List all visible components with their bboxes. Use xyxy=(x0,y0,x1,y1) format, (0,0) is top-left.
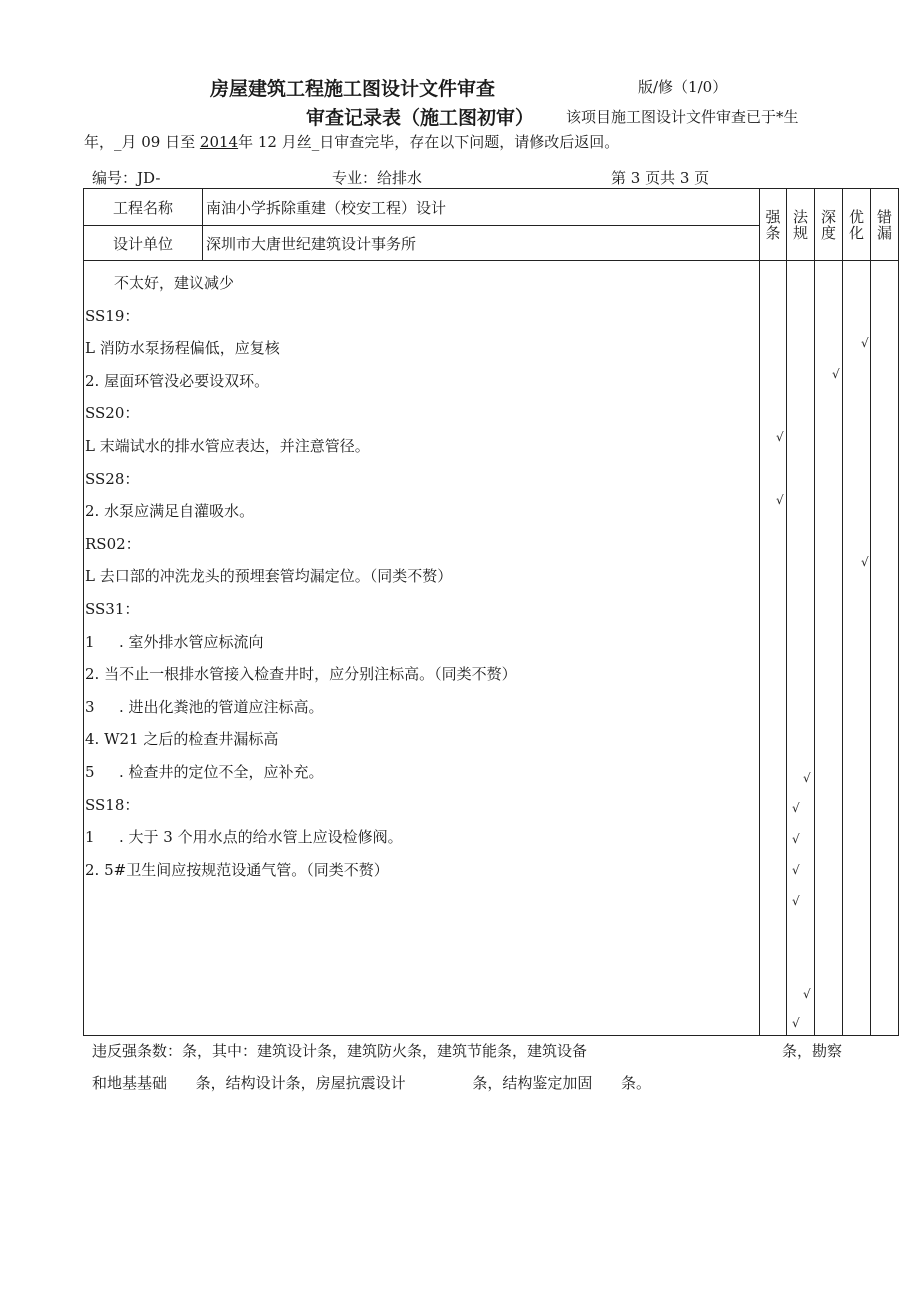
check-mark: √ xyxy=(861,555,869,569)
issue-line xyxy=(84,626,764,659)
review-intro-start: 该项目施工图设计文件审查已于*生 xyxy=(566,108,799,126)
optimization-column-cell xyxy=(843,261,871,1036)
project-name-label: 工程名称 xyxy=(84,189,203,226)
issue-text: L 末端试水的排水管应表达，并注意管径。 xyxy=(85,436,370,455)
issue-line xyxy=(84,332,764,365)
check-mark: √ xyxy=(792,894,800,908)
issue-text: 2. 水泵应满足自灌吸水。 xyxy=(85,502,255,521)
issue-text: 2. 屋面环管没必要设双环。 xyxy=(85,371,270,390)
issue-line xyxy=(84,397,764,430)
violation-summary-line2: 和地基基础 条，结构设计条，房屋抗震设计 条，结构鉴定加固 条。 xyxy=(92,1074,651,1092)
column-header-error: 错漏 xyxy=(871,189,899,261)
specialty: 专业：给排水 xyxy=(332,169,423,187)
issue-number: 1 xyxy=(85,828,95,847)
error-column-cell xyxy=(871,261,899,1036)
intro-date-prefix: 年，_月 09 日至 xyxy=(84,133,196,151)
check-mark: √ xyxy=(792,863,800,877)
issue-line xyxy=(84,756,764,789)
issue-text: L 去口部的冲洗龙头的预埋套管均漏定位。（同类不赘） xyxy=(85,567,453,586)
regulation-column-cell xyxy=(787,261,815,1036)
check-mark: √ xyxy=(792,832,800,846)
intro-year: 2014 xyxy=(199,133,239,151)
issue-line xyxy=(84,658,764,691)
issue-text: . 大于 3 个用水点的给水管上应设检修阀。 xyxy=(119,828,403,847)
project-name-value: 南油小学拆除重建（校安工程）设计 xyxy=(203,189,760,226)
issues-cell xyxy=(84,261,760,1036)
check-mark: √ xyxy=(776,430,784,444)
intro-date-suffix: 年 12 月丝_日审查完毕，存在以下问题，请修改后返回。 xyxy=(238,133,620,151)
check-mark: √ xyxy=(803,771,811,785)
issue-line xyxy=(84,593,764,626)
check-mark: √ xyxy=(792,801,800,815)
check-mark: √ xyxy=(776,493,784,507)
review-record-table xyxy=(83,188,899,1036)
column-header-regulation: 法规 xyxy=(787,189,815,261)
review-intro-dates xyxy=(84,131,619,152)
check-mark: √ xyxy=(832,367,840,381)
version-label: 版/修（1/0） xyxy=(638,78,728,96)
issue-text: SS20： xyxy=(85,404,140,423)
issue-line xyxy=(84,789,764,822)
issue-text: SS19： xyxy=(85,306,140,325)
issue-line xyxy=(84,691,764,724)
issue-line xyxy=(84,723,764,756)
issue-text: . 室外排水管应标流向 xyxy=(119,632,264,651)
issue-number: 3 xyxy=(85,697,95,716)
column-header-depth: 深度 xyxy=(815,189,843,261)
issue-text: 4. W21 之后的检查井漏标高 xyxy=(85,730,279,749)
document-title: 房屋建筑工程施工图设计文件审查 xyxy=(210,78,496,100)
issue-text: 2. 当不止一根排水管接入检查井时，应分别注标高。（同类不赘） xyxy=(85,665,517,684)
page-indicator: 第 3 页共 3 页 xyxy=(611,169,710,187)
issue-line xyxy=(84,854,764,887)
issue-text: RS02： xyxy=(85,534,141,553)
column-header-mandatory: 强条 xyxy=(760,189,787,261)
issue-text: 2. 5#卫生间应按规范设通气管。（同类不赘） xyxy=(85,860,389,879)
issue-text: . 检查井的定位不全，应补充。 xyxy=(119,762,324,781)
issue-line xyxy=(84,267,764,300)
column-header-optimization: 优化 xyxy=(843,189,871,261)
check-mark: √ xyxy=(861,336,869,350)
check-mark: √ xyxy=(792,1016,800,1030)
issue-text: SS18： xyxy=(85,795,140,814)
document-number: 编号：JD- xyxy=(92,169,161,187)
issue-line xyxy=(84,821,764,854)
issue-line xyxy=(84,495,764,528)
issue-text: L 消防水泵扬程偏低，应复核 xyxy=(85,339,280,358)
issue-line xyxy=(84,463,764,496)
violation-summary-line1-end: 条，勘察 xyxy=(782,1042,843,1060)
issue-line xyxy=(84,528,764,561)
check-mark: √ xyxy=(803,987,811,1001)
issue-text: SS28： xyxy=(85,469,140,488)
issue-line xyxy=(84,560,764,593)
violation-summary-line1: 违反强条数：条，其中：建筑设计条，建筑防火条，建筑节能条，建筑设备 xyxy=(92,1042,588,1060)
issue-number: 5 xyxy=(85,762,95,781)
issue-line xyxy=(84,300,764,333)
design-unit-label: 设计单位 xyxy=(84,226,203,261)
issue-line xyxy=(84,430,764,463)
form-subtitle: 审查记录表（施工图初审） xyxy=(306,107,535,129)
issue-line xyxy=(84,365,764,398)
issue-list xyxy=(84,267,764,886)
design-unit-value: 深圳市大唐世纪建筑设计事务所 xyxy=(203,226,760,261)
issue-text: SS31： xyxy=(85,599,140,618)
issue-text: 不太好，建议减少 xyxy=(114,274,235,292)
issue-text: . 进出化粪池的管道应注标高。 xyxy=(119,697,324,716)
issue-number: 1 xyxy=(85,632,95,651)
